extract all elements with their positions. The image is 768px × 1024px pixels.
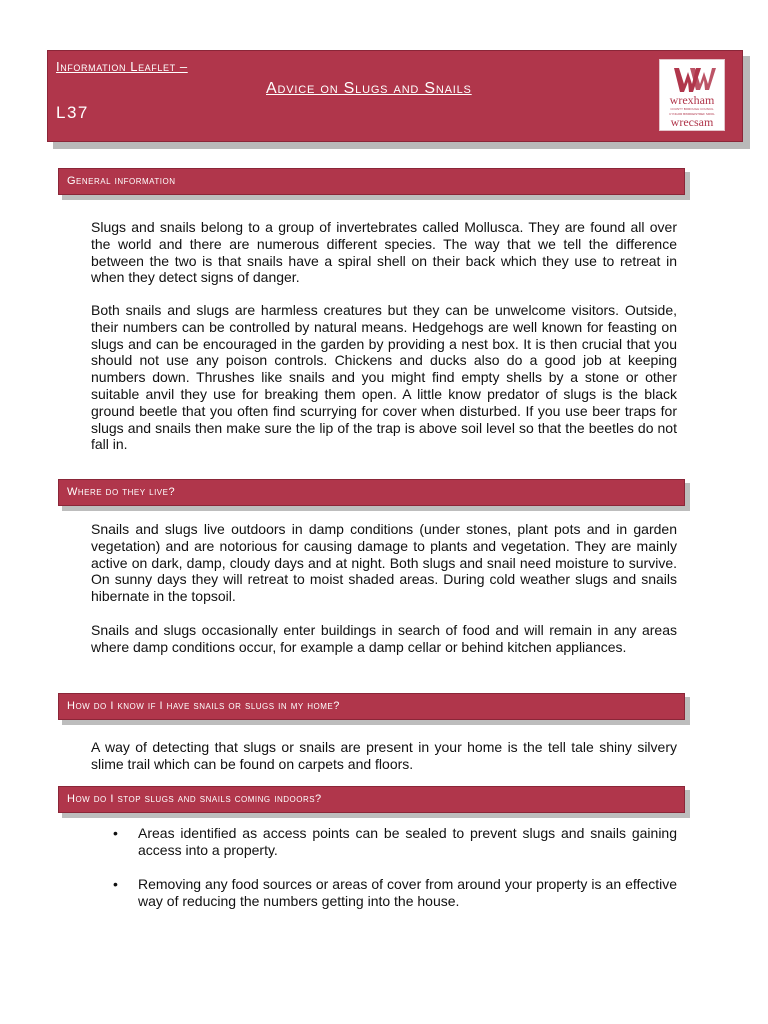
bullet-icon: •	[113, 876, 118, 892]
wrexham-council-logo	[659, 59, 725, 131]
section-heading-general	[58, 168, 685, 195]
list-item: Areas identified as access points can be sealed to prevent slugs and snails gaining access into a property.	[138, 825, 677, 858]
leaflet-header	[47, 50, 743, 142]
section-heading-text: Where do they live?	[67, 486, 176, 498]
section-heading-text: General information	[67, 175, 176, 187]
section-heading-text: How do I know if I have snails or slugs in my home?	[67, 700, 340, 712]
bullet-icon: •	[113, 825, 118, 841]
paragraph: Snails and slugs live outdoors in damp conditions (under stones, plant pots and in garden vegetation) and are notorious for causing damage to plants and vegetation. They are mainly active on dark, damp, cloudy days and at night. Both slugs and snail need moisture to survive. On sunny days they will retreat to moist shaded areas. During cold weather slugs and snails hibernate in the topsoil.	[91, 521, 677, 605]
page-title: Advice on Slugs and Snails	[266, 80, 472, 97]
leaflet-code: L37	[56, 103, 89, 122]
logo-word-2: wrecsam	[670, 115, 714, 129]
paragraph: Slugs and snails belong to a group of invertebrates called Mollusca. They are found all over the world and there are numerous different species. The way that we tell the difference between the two is that snails have a spiral shell on their back which they use to retreat in when they detect signs of danger.	[91, 219, 677, 286]
section-heading-prevent	[58, 786, 685, 813]
section-heading-where	[58, 479, 685, 506]
paragraph: Snails and slugs occasionally enter buildings in search of food and will remain in any areas where damp conditions occur, for example a damp cellar or behind kitchen appliances.	[91, 622, 677, 655]
list-item: Removing any food sources or areas of cover from around your property is an effective way of reducing the numbers getting into the house.	[138, 876, 677, 909]
section-heading-text: How do I stop slugs and snails coming indoors?	[67, 793, 322, 805]
paragraph: Both snails and slugs are harmless creatures but they can be unwelcome visitors. Outside, their numbers can be controlled by natural means. Hedgehogs are well known for feasting on slugs and can be encouraged in the garden by providing a nest box. It is then crucial that you should not use any poison controls. Chickens and ducks also do a good job at keeping numbers down. Thrushes like snails and you might find empty shells by a stone or other suitable anvil they use for breaking them open. A little know predator of slugs is the black ground beetle that you often find scurrying for cover when disturbed. If you use beer traps for slugs and snails then make sure the lip of the trap is above soil level so that the beetles do not fall in.	[91, 302, 677, 453]
paragraph: A way of detecting that slugs or snails are present in your home is the tell tale shiny silvery slime trail which can be found on carpets and floors.	[91, 739, 677, 772]
leaflet-label: Information Leaflet –	[56, 59, 188, 74]
logo-line-3: CYNGOR BWRDEISTREF SIROL	[669, 112, 715, 116]
logo-line-2: COUNTY BOROUGH COUNCIL	[670, 107, 714, 111]
section-heading-detect	[58, 693, 685, 720]
logo-word-1: wrexham	[669, 93, 715, 107]
